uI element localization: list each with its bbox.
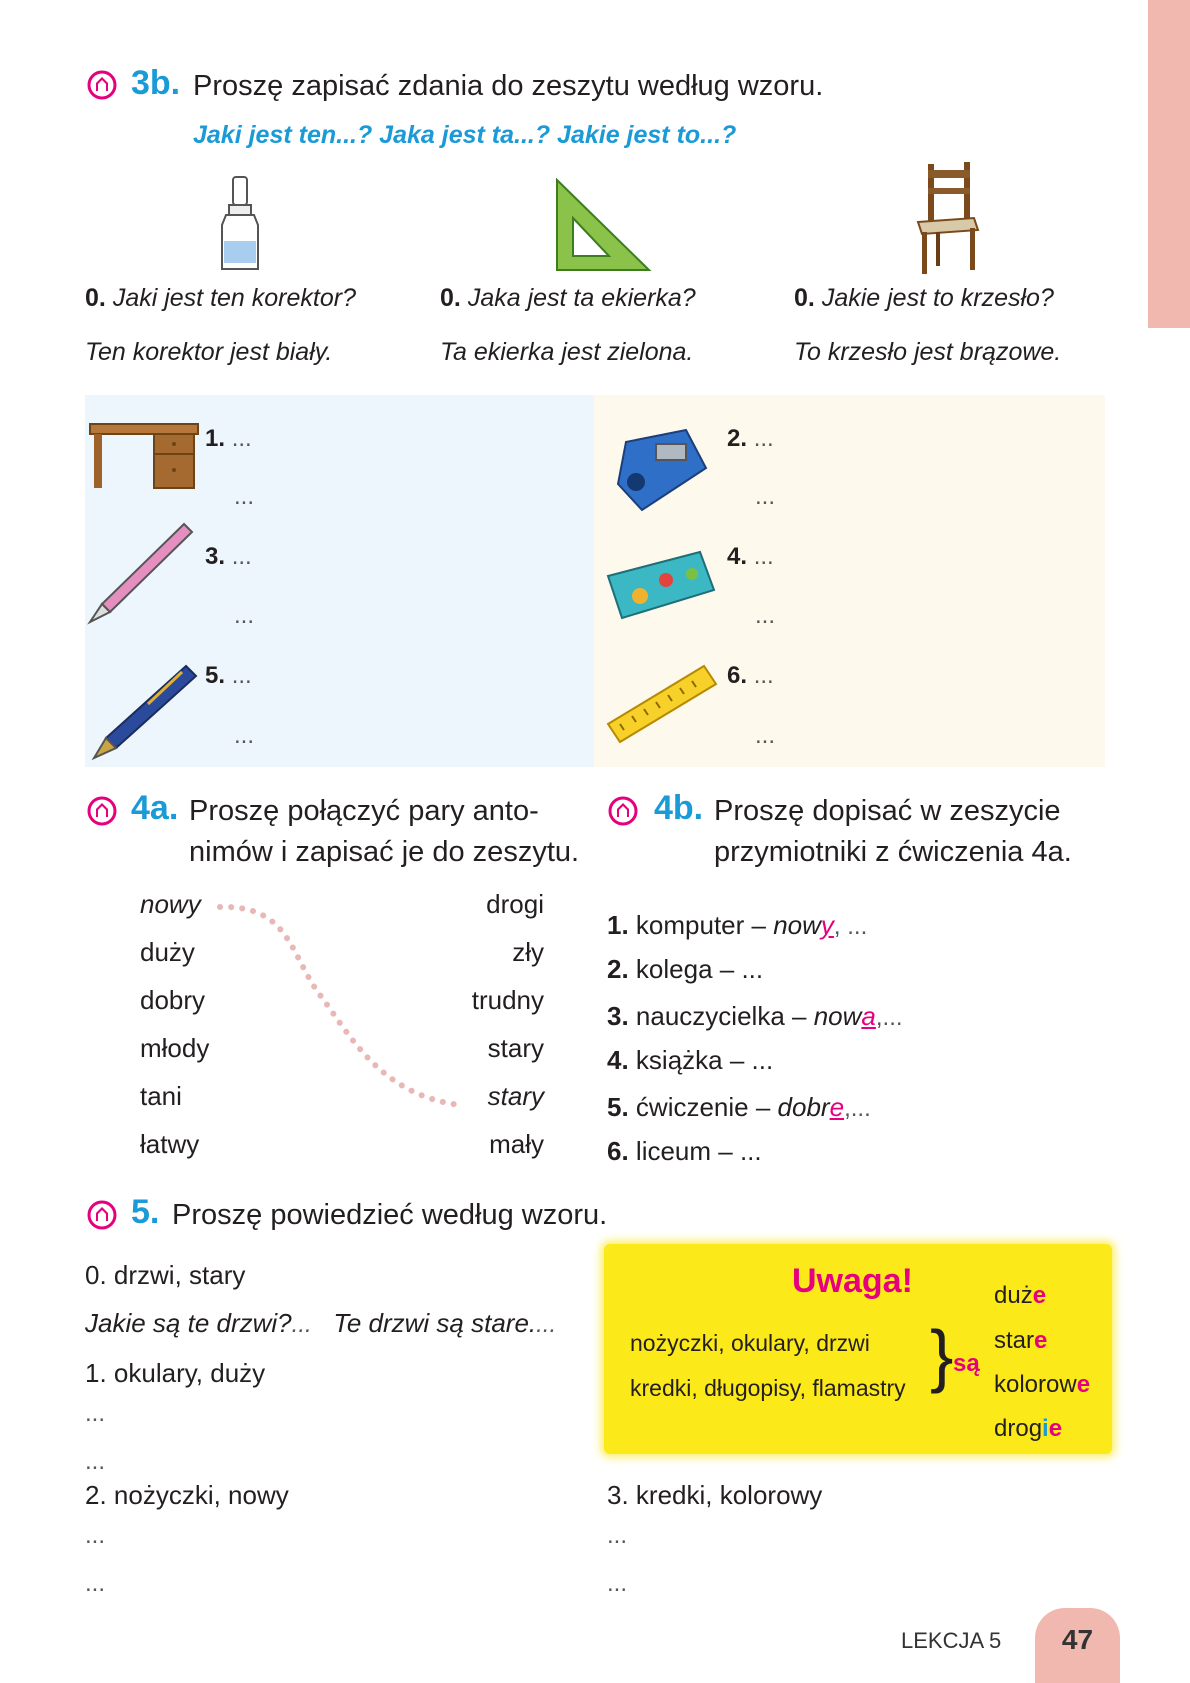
ex5-example-sentences: Jakie są te drzwi?... Te drzwi są stare....	[85, 1308, 557, 1338]
ex5-item-3-line2: ...	[607, 1570, 628, 1597]
ex4b-item-6: 6. liceum – ...	[607, 1136, 762, 1166]
example-2-answer: Ta ekierka jest zielona.	[440, 338, 694, 366]
ex5-item-3: 3. kredki, kolorowy	[607, 1480, 823, 1510]
ex4b-item-2: 2. kolega – ...	[607, 954, 764, 984]
pink-pen-illustration	[84, 520, 196, 626]
example-3-answer: To krzesło jest brązowe.	[794, 338, 1062, 366]
antonym-right-3: trudny	[471, 985, 544, 1015]
ex5-item-3-line1: ...	[607, 1522, 628, 1549]
example-2-question: 0. Jaka jest ta ekierka?	[440, 284, 696, 312]
page-number: 47	[1061, 1624, 1094, 1655]
uwaga-nouns-line1: nożyczki, okulary, drzwi	[630, 1330, 870, 1356]
ex5-example-cue: 0. drzwi, stary	[85, 1260, 246, 1290]
ex3b-subtitle: Jaki jest ten...? Jaka jest ta...? Jakie jest to...?	[193, 121, 737, 149]
pencil-exercise-icon	[87, 796, 117, 826]
desk-illustration	[88, 420, 200, 492]
ex3b-number: 3b.	[131, 64, 181, 102]
ex4b-item-5: 5. ćwiczenie – dobre,...	[607, 1092, 871, 1122]
fountain-pen-illustration	[88, 662, 200, 762]
ex4b-title-line2: przymiotniki z ćwiczenia 4a.	[714, 836, 1072, 868]
ex5-item-2-line1: ...	[85, 1522, 106, 1549]
ex4b-item-1: 1. komputer – nowy, ...	[607, 910, 868, 940]
item-5-continuation: ...	[234, 722, 255, 749]
antonym-right-6: mały	[489, 1129, 544, 1159]
dotted-connector-line	[210, 895, 490, 1115]
lesson-label: LEKCJA 5	[901, 1628, 1002, 1653]
item-3: 3. ...	[205, 543, 252, 570]
item-5: 5. ...	[205, 662, 252, 689]
ex5-item-2-line2: ...	[85, 1570, 106, 1597]
set-square-illustration	[553, 178, 653, 273]
pencil-case-illustration	[604, 546, 716, 624]
ex5-item-1-line2: ...	[85, 1448, 106, 1475]
item-1: 1. ...	[205, 425, 252, 452]
pencil-exercise-icon	[608, 796, 638, 826]
ex3b-title: Proszę zapisać zdania do zeszytu według wzoru.	[193, 70, 824, 102]
ex4b-item-4: 4. książka – ...	[607, 1045, 774, 1075]
item-3-continuation: ...	[234, 602, 255, 629]
example-3-question: 0. Jakie jest to krzesło?	[794, 284, 1054, 312]
uwaga-verb: są	[953, 1350, 980, 1377]
antonym-right-1: drogi	[486, 889, 544, 919]
side-tab	[1148, 0, 1190, 328]
example-1-answer: Ten korektor jest biały.	[85, 338, 333, 366]
antonym-left-2: duży	[140, 937, 195, 967]
ex4b-number: 4b.	[654, 789, 704, 827]
item-6: 6. ...	[727, 662, 774, 689]
ex4a-title-line1: Proszę połączyć pary anto-	[189, 795, 539, 827]
antonym-right-4: stary	[487, 1033, 544, 1063]
curly-brace: }	[930, 1316, 954, 1394]
ex4b-title-line1: Proszę dopisać w zeszycie	[714, 795, 1061, 827]
uwaga-adj-3: kolorowe	[994, 1371, 1091, 1398]
uwaga-adj-1: duże	[994, 1282, 1047, 1309]
antonym-right-2: zły	[512, 937, 544, 967]
uwaga-title: Uwaga!	[792, 1262, 913, 1300]
item-4: 4. ...	[727, 543, 774, 570]
item-1-continuation: ...	[234, 483, 255, 510]
uwaga-nouns-line2: kredki, długopisy, flamastry	[630, 1375, 906, 1401]
corrector-bottle-illustration	[218, 175, 262, 275]
ex5-item-2: 2. nożyczki, nowy	[85, 1480, 289, 1510]
ex4b-item-3: 3. nauczycielka – nowa,...	[607, 1001, 903, 1031]
uwaga-adj-2: stare	[994, 1327, 1048, 1354]
ex4a-number: 4a.	[131, 789, 179, 827]
item-2-continuation: ...	[755, 483, 776, 510]
ruler-illustration	[604, 662, 720, 746]
chair-illustration	[912, 160, 982, 276]
antonym-left-5: tani	[140, 1081, 182, 1111]
antonym-left-4: młody	[140, 1033, 210, 1063]
item-6-continuation: ...	[755, 722, 776, 749]
item-2: 2. ...	[727, 425, 774, 452]
sharpener-illustration	[612, 424, 712, 516]
antonym-left-3: dobry	[140, 985, 206, 1015]
ex5-title: Proszę powiedzieć według wzoru.	[172, 1199, 608, 1231]
ex4a-title-line2: nimów i zapisać je do zeszytu.	[189, 836, 580, 868]
antonym-right-5: stary	[487, 1081, 544, 1111]
ex5-number: 5.	[131, 1193, 160, 1231]
antonym-left-1: nowy	[140, 889, 201, 919]
example-1-question: 0. Jaki jest ten korektor?	[85, 284, 356, 312]
pencil-exercise-icon	[87, 1200, 117, 1230]
ex5-item-1-line1: ...	[85, 1400, 106, 1427]
pencil-exercise-icon	[87, 70, 117, 100]
item-4-continuation: ...	[755, 602, 776, 629]
uwaga-adj-4: drogie	[994, 1415, 1063, 1442]
ex5-item-1: 1. okulary, duży	[85, 1358, 266, 1388]
antonym-left-6: łatwy	[140, 1129, 200, 1159]
